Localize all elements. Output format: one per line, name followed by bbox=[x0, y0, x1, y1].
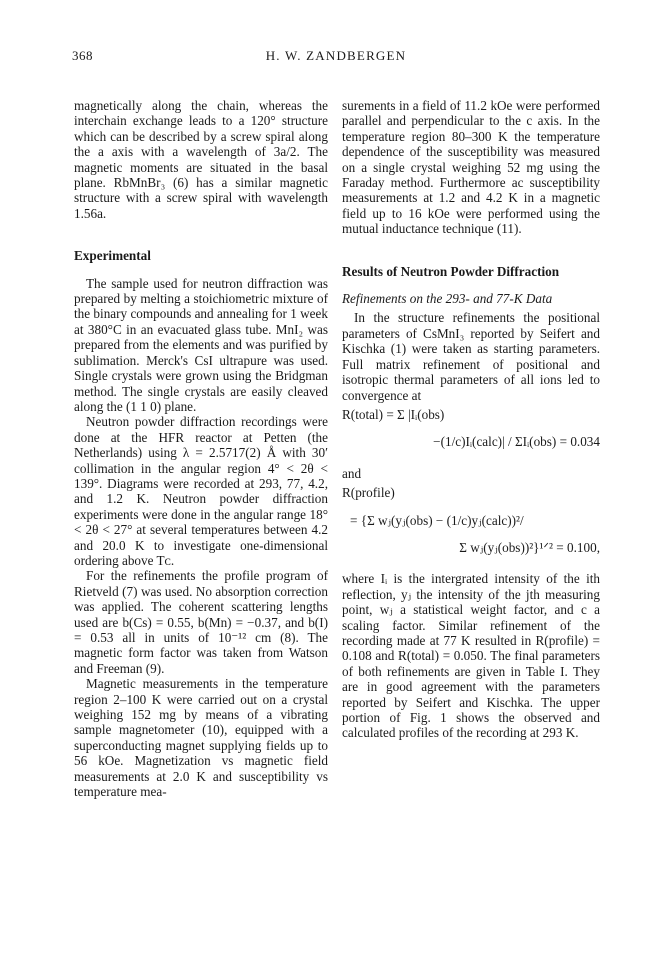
section-heading-results: Results of Neutron Powder Diffraction bbox=[342, 263, 560, 279]
left-paragraph-5: Magnetic measurements in the temperature region 2–100 K were carried out on a crystal weighing 152 mg by means of a vibrating sample magnetometer (10), equipped with a superconducting magnet supplying fields up to 56 kOe. Magnetization vs magnetic field measurements at 2.0 K and susceptibility vs temperature mea- bbox=[74, 676, 328, 800]
equation-connector-and: and bbox=[342, 465, 362, 481]
section-heading-experimental: Experimental bbox=[74, 248, 151, 264]
equation-r-profile-line-2: Σ wⱼ(yⱼ(obs))²}¹ᐟ² = 0.100, bbox=[459, 539, 600, 555]
left-column bbox=[74, 98, 328, 799]
equation-r-total-line-1: R(total) = Σ |Iᵢ(obs) bbox=[342, 406, 445, 422]
page-number: 368 bbox=[72, 48, 93, 63]
running-header bbox=[72, 48, 600, 68]
right-paragraph-2: In the structure refinements the positional parameters of CsMnI₃ reported by Seifert and Kischka (1) were taken as starting parameters. Full matrix refinement of positional and isotropic thermal parameters of all ions led to convergence at bbox=[342, 310, 600, 403]
equation-r-total-line-2: −(1/c)Iᵢ(calc)| / ΣIᵢ(obs) = 0.034 bbox=[433, 434, 600, 450]
left-paragraph-4: For the refinements the profile program of Rietveld (7) was used. No absorption correction was applied. The coherent scattering lengths used are b(Cs) = 0.55, b(Mn) = −0.37, and b(I) = 0.53 all in units of 10⁻¹² cm (8). The magnetic form factor was taken from Watson and Freeman (9). bbox=[74, 568, 328, 676]
right-paragraph-1: surements in a field of 11.2 kOe were performed parallel and perpendicular to the c axis. In the temperature region 80–300 K the temperature dependence of the susceptibility was measured on a single crystal weighing 52 mg using the Faraday method. Furthermore ac susceptibility measurements at 1.2 and 4.2 K in a magnetic field up to 16 kOe were performed using the mutual inductance technique (11). bbox=[342, 98, 600, 237]
subsection-heading-refinements: Refinements on the 293- and 77-K Data bbox=[342, 291, 553, 307]
running-author: H. W. ZANDBERGEN bbox=[265, 48, 407, 63]
left-paragraph-1: magnetically along the chain, whereas the interchain exchange leads to a 120° structure which can be described by a screw spiral along the a axis with a wavelength of 3a/2. The magnetic moments are situated in the basal plane. RbMnBr₃ (6) has a similar magnetic structure with a screw spiral with wavelength 1.56a. bbox=[74, 98, 328, 221]
left-paragraph-3: Neutron powder diffraction recordings were done at the HFR reactor at Petten (the Netherlands) using λ = 2.5717(2) Å with 30′ collimation in the angular region 4° < 2θ < 139°. Diagrams were recorded at 293, 77, 4.2, and 1.2 K. Neutron powder diffraction experiments were done in the angular range 18° < 2θ < 27° at several temperatures between 4.2 and 20.0 K to investigate one-dimensional ordering above Tᴄ. bbox=[74, 414, 328, 568]
equation-r-profile-line-1: = {Σ wⱼ(yⱼ(obs) − (1/c)yⱼ(calc))²/ bbox=[350, 512, 524, 528]
right-paragraph-3: where Iᵢ is the intergrated intensity of the ith reflection, yⱼ the intensity of the jth measuring point, wⱼ a statistical weight factor, and c a scaling factor. Similar refinement of the recording made at 77 K resulted in R(profile) = 0.108 and R(total) = 0.050. The final parameters of both refinements are given in Table I. They are in good agreement with the parameters reported by Seifert and Kischka. The upper portion of Fig. 1 shows the observed and calculated profiles of the recording at 293 K. bbox=[342, 571, 600, 741]
right-column bbox=[342, 98, 600, 741]
equation-r-profile-label: R(profile) bbox=[342, 485, 395, 501]
left-paragraph-2: The sample used for neutron diffraction was prepared by melting a stoichiometric mixture of the binary compounds and annealing for 1 week at 380°C in an evacuated glass tube. MnI₂ was prepared from the elements and was purified by sublimation. Merck's CsI ultrapure was used. Single crystals were grown using the Bridgman method. The single crystals are easily cleaved along the (1 1 0) plane. bbox=[74, 275, 328, 414]
